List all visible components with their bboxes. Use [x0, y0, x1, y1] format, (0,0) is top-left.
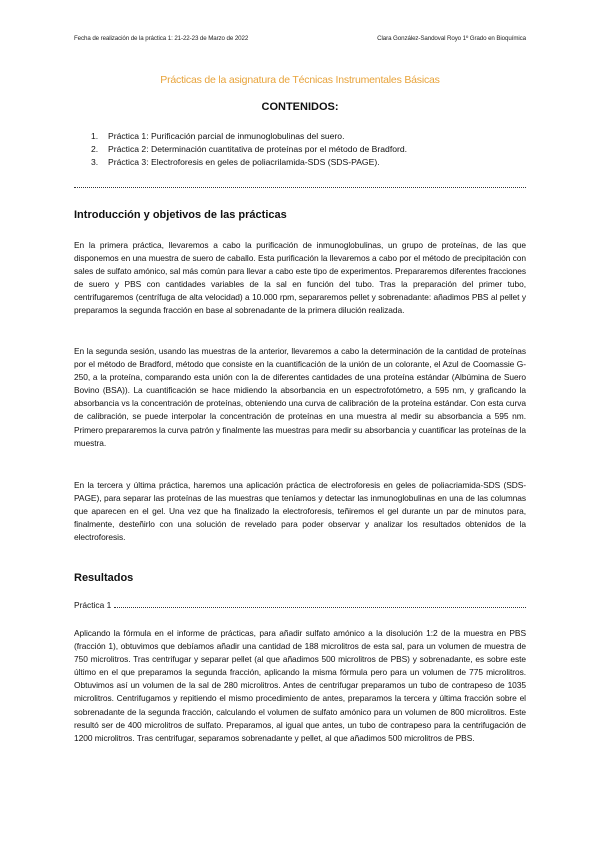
intro-paragraph-2: En la segunda sesión, usando las muestras de la anterior, llevaremos a cabo la determinación de la cantidad de proteínas por el método de Bradford, método que consiste en la cuantificación de la unión de un colorante, el Azul de Coomassie G-250, a la proteína, comparando esta unión con la de diferentes cantidades de una proteína estándar (Albúmina de Suero Bovino (BSA)). La cuantificación se hace midiendo la absorbancia en un espectrofotómetro, a 595 nm, y graficando la absorbancia vs la concentración de proteínas, obteniendo una curva de calibración de la proteína estándar. Con esta curva de calibración, se puede interpolar la concentración de proteínas en una muestra al medir su absorbancia a 595 nm. Primero prepararemos la curva patrón y finalmente las muestras para medir su absorbancia y cuantificar las proteínas de la muestra.: [74, 346, 526, 448]
intro-paragraph-3: En la tercera y última práctica, haremos una aplicación práctica de electroforesis en geles de poliacriamida-SDS (SDS-PAGE), para separar las proteínas de las muestras que teníamos y detectar las inmunoglobulinas en una de las columnas que aparecen en el gel. Una vez que ha finalizado la electroforesis, teñiremos el gel durante un par de minutos para, finalmente, desteñirlo con una solución de revelado para poder observar y analizar los resultados obtenidos de la electroforesis.: [74, 480, 526, 543]
dotted-leader: [114, 607, 526, 608]
contents-heading: CONTENIDOS:: [261, 101, 339, 113]
page-header: [74, 35, 526, 42]
results-heading: Resultados: [74, 572, 134, 584]
intro-paragraph-1: En la primera práctica, llevaremos a cabo la purificación de inmunoglobulinas, un grupo de proteínas, de las que disponemos en una muestra de suero de caballo. Esta purificación la llevaremos a cabo por el método de precipitación con sales de sulfato amónico, sal más común para llevar a cabo este tipo de experimentos. Prepararemos diferentes fracciones de suero y PBS con cantidades variables de la sal en función del tubo. Tras la preparación del primer tubo, centrifugaremos (centrífuga de alta velocidad) a 10.000 rpm, separaremos pellet y sobrenadante: añadimos PBS al pellet y preparamos la segunda fracción en base al sobrenadante de la primera dilución realizada.: [74, 240, 526, 316]
results-paragraph-1: Aplicando la fórmula en el informe de prácticas, para añadir sulfato amónico a la disolución 1:2 de la muestra en PBS (fracción 1), obtuvimos que debíamos añadir una cantidad de 188 microlitros de esta sal, para un volumen de muestra de 750 microlitros. Tras centrifugar y separar pellet (al que añadimos 500 microlitros de PBS) y sobrenadante, es sobre este último en el que preparamos la segunda fracción, aplicando la misma fórmula pero para un volumen de 775 microlitros. Obtuvimos así un volumen de la sal de 280 microlitros. Antes de centrifugar preparamos un tubo de contrapeso de 1035 microlitros. Centrifugamos y repitiendo el mismo procedimiento de antes, preparamos la tercera y última fracción sobre el sobrenadante de la segunda fracción, calculando el volumen de sulfato amónico para un volumen de 800 microlitros. Este resultó ser de 400 microlitros de sulfato. Preparamos, al igual que antes, un tubo de contrapeso para la centrifugación de 1200 microlitros. Tras centrifugar, separamos sobrenadante y pellet, al que añadimos 500 microlitros de PBS.: [74, 628, 526, 743]
contents-item-text: Práctica 3: Electroforesis en geles de poliacrilamida-SDS (SDS-PAGE).: [108, 157, 380, 168]
contents-item-text: Práctica 1: Purificación parcial de inmunoglobulinas del suero.: [108, 131, 345, 141]
contents-item: [91, 130, 407, 143]
practice-1-label: Práctica 1: [74, 600, 112, 610]
contents-item: [91, 143, 407, 156]
contents-item-text: Práctica 2: Determinación cuantitativa de proteínas por el método de Bradford.: [108, 144, 408, 155]
header-author: Clara González-Sandoval Royo 1º Grado en Bioquímica: [377, 35, 526, 42]
header-date: Fecha de realización de la práctica 1: 21-22-23 de Marzo de 2022: [74, 35, 249, 42]
contents-item-number: 2.: [91, 144, 99, 155]
dotted-divider: [74, 187, 526, 188]
document-title: Prácticas de la asignatura de Técnicas Instrumentales Básicas: [160, 74, 440, 86]
intro-heading: Introducción y objetivos de las prácticas: [74, 209, 287, 221]
contents-item-number: 3.: [91, 157, 99, 168]
practice-1-subheading: [74, 600, 526, 610]
contents-item: [91, 156, 407, 169]
contents-list: [91, 130, 407, 170]
contents-item-number: 1.: [91, 131, 99, 141]
